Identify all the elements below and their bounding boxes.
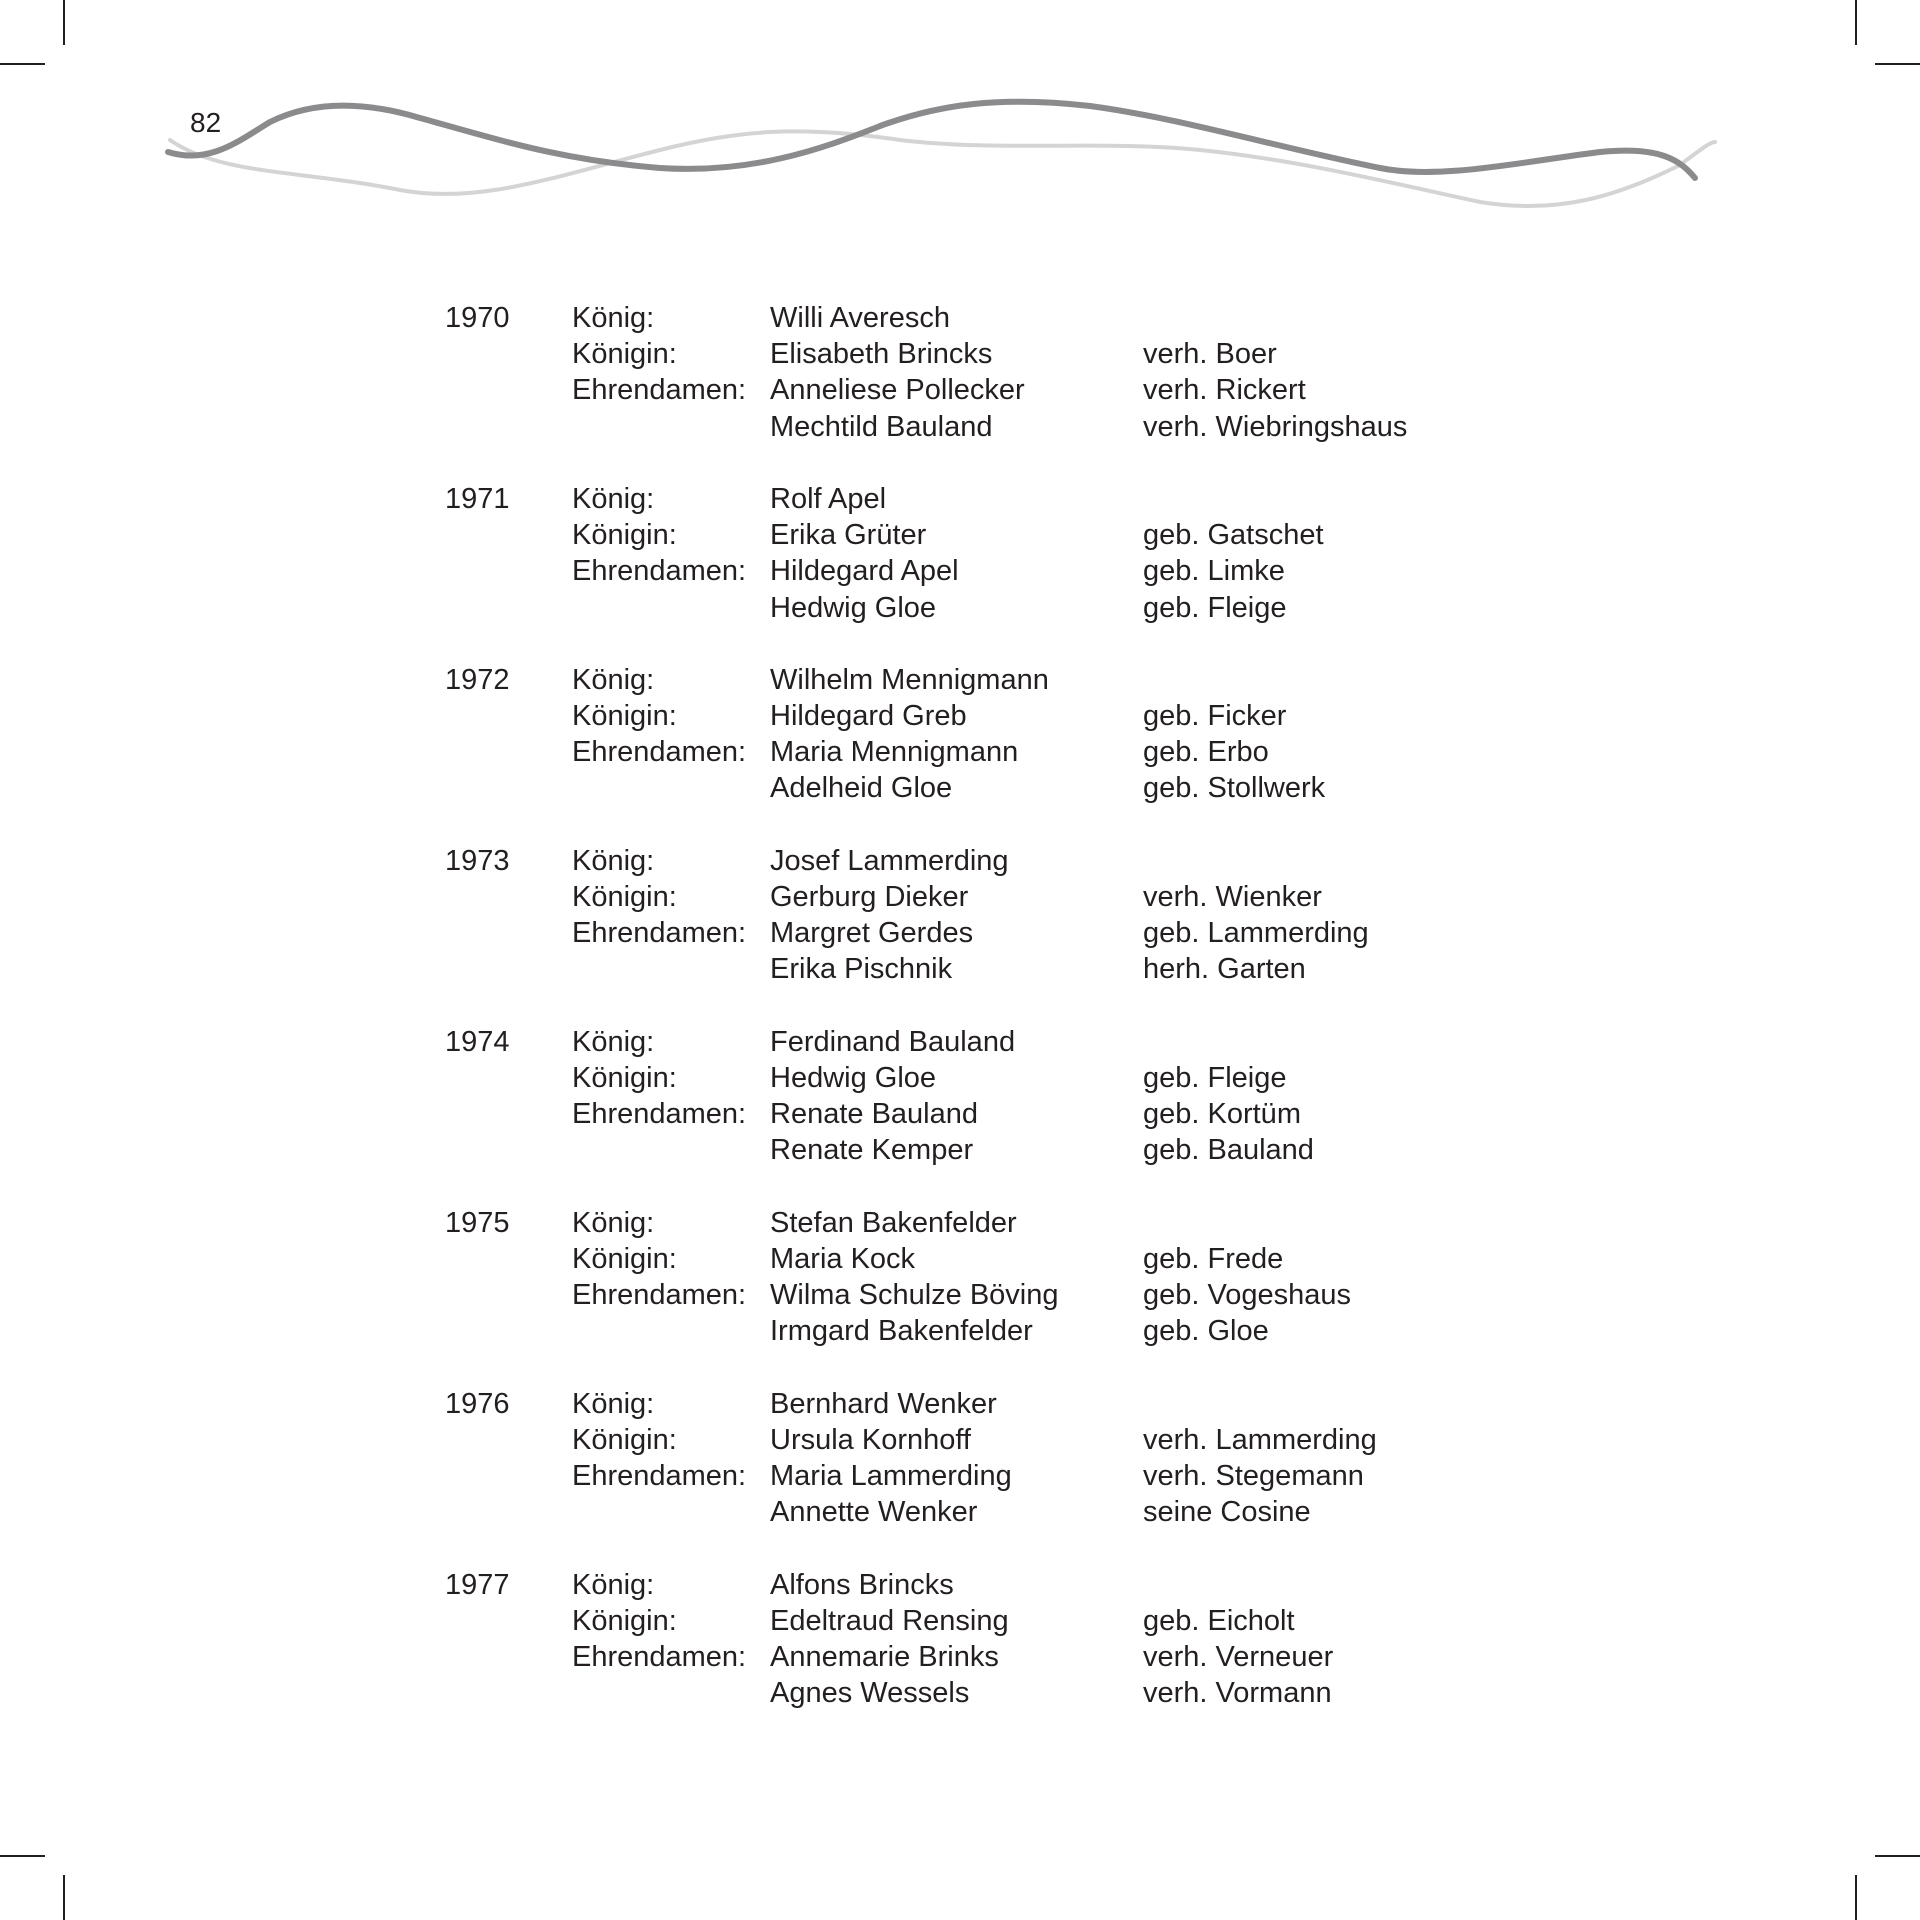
person-name: Erika Pischnik (770, 953, 953, 986)
name-note: geb. Bauland (1143, 1134, 1314, 1167)
page-number: 82 (190, 107, 222, 138)
title-label: Königin: (572, 700, 677, 733)
title-label: Ehrendamen: (572, 1460, 747, 1492)
name-note: verh. Lammerding (1143, 1423, 1377, 1456)
title-label: König: (572, 1387, 655, 1420)
person-name: Adelheid Gloe (770, 772, 953, 805)
title-label: Ehrendamen: (572, 555, 747, 588)
title-label: König: (572, 1568, 655, 1601)
person-name: Margret Gerdes (770, 917, 974, 950)
title-label: Ehrendamen: (572, 736, 747, 769)
name-note: verh. Boer (1143, 338, 1277, 371)
crop-mark (63, 1875, 65, 1920)
person-name: Wilma Schulze Böving (770, 1279, 1059, 1312)
person-name: Irmgard Bakenfelder (770, 1315, 1033, 1348)
crop-mark (1875, 1855, 1920, 1857)
person-name: Renate Kemper (770, 1134, 974, 1167)
person-name: Alfons Brincks (770, 1568, 954, 1601)
title-label: Ehrendamen: (572, 1098, 747, 1131)
person-name: Ursula Kornhoff (770, 1423, 971, 1456)
wave-dark-line (168, 102, 1695, 178)
year-label: 1970 (445, 302, 510, 334)
name-note: geb. Gloe (1143, 1315, 1269, 1348)
person-name: Edeltraud Rensing (770, 1604, 1009, 1637)
name-note: geb. Lammerding (1143, 917, 1369, 950)
name-note: geb. Ficker (1143, 700, 1287, 733)
person-name: Renate Bauland (770, 1098, 978, 1131)
year-label: 1973 (445, 844, 510, 877)
person-name: Maria Kock (770, 1242, 916, 1275)
person-name: Elisabeth Brincks (770, 338, 993, 371)
person-name: Maria Mennigmann (770, 736, 1019, 769)
name-note: herh. Garten (1143, 953, 1306, 986)
name-note: geb. Fleige (1143, 1061, 1287, 1094)
year-label: 1975 (445, 1206, 510, 1239)
title-label: Königin: (572, 1061, 677, 1094)
person-name: Josef Lammerding (770, 844, 1009, 877)
name-note: geb. Erbo (1143, 736, 1269, 769)
person-name: Ferdinand Bauland (770, 1025, 1016, 1058)
title-label: Königin: (572, 1423, 677, 1456)
year-label: 1976 (445, 1387, 510, 1420)
title-label: Königin: (572, 519, 677, 552)
title-label: Ehrendamen: (572, 1279, 747, 1312)
title-label: Königin: (572, 881, 677, 913)
title-label: König: (572, 302, 655, 334)
crop-mark (1855, 1875, 1857, 1920)
title-label: König: (572, 663, 655, 696)
title-label: König: (572, 1206, 655, 1239)
person-name: Wilhelm Mennigmann (770, 663, 1049, 696)
name-note: geb. Limke (1143, 555, 1285, 588)
name-note: seine Cosine (1143, 1496, 1311, 1529)
name-note: verh. Rickert (1143, 374, 1306, 407)
person-name: Bernhard Wenker (770, 1387, 997, 1420)
name-note: geb. Gatschet (1143, 519, 1324, 552)
person-name: Hedwig Gloe (770, 591, 937, 624)
year-label: 1977 (445, 1568, 510, 1601)
person-name: Annemarie Brinks (770, 1640, 999, 1673)
person-name: Anneliese Pollecker (770, 374, 1025, 407)
person-name: Stefan Bakenfelder (770, 1206, 1017, 1239)
title-label: Ehrendamen: (572, 1640, 747, 1673)
person-name: Hildegard Apel (770, 555, 959, 588)
year-label: 1974 (445, 1025, 510, 1058)
person-name: Gerburg Dieker (770, 881, 969, 913)
year-label: 1972 (445, 663, 510, 696)
person-name: Hedwig Gloe (770, 1061, 937, 1094)
person-name: Mechtild Bauland (770, 410, 993, 443)
title-label: Ehrendamen: (572, 917, 747, 950)
name-note: verh. Verneuer (1143, 1640, 1334, 1673)
title-label: Ehrendamen: (572, 374, 747, 407)
name-note: geb. Frede (1143, 1242, 1284, 1275)
title-label: Königin: (572, 1604, 677, 1637)
name-note: verh. Wiebringshaus (1143, 410, 1408, 443)
header-wave-ornament (0, 0, 1920, 220)
name-note: verh. Vormann (1143, 1677, 1332, 1710)
person-name: Annette Wenker (770, 1496, 978, 1529)
title-label: König: (572, 1025, 655, 1058)
name-note: verh. Wienker (1143, 881, 1322, 913)
name-note: geb. Kortüm (1143, 1098, 1301, 1131)
title-label: König: (572, 482, 655, 515)
name-note: geb. Fleige (1143, 591, 1287, 624)
name-note: geb. Eicholt (1143, 1604, 1295, 1637)
name-note: verh. Stegemann (1143, 1460, 1364, 1492)
person-name: Maria Lammerding (770, 1460, 1012, 1492)
person-name: Hildegard Greb (770, 700, 967, 733)
title-label: Königin: (572, 1242, 677, 1275)
year-label: 1971 (445, 482, 510, 515)
name-note: geb. Vogeshaus (1143, 1279, 1352, 1312)
title-label: König: (572, 844, 655, 877)
person-name: Erika Grüter (770, 519, 927, 552)
person-name: Willi Averesch (770, 302, 950, 334)
name-note: geb. Stollwerk (1143, 772, 1326, 805)
person-name: Agnes Wessels (770, 1677, 970, 1710)
person-name: Rolf Apel (770, 482, 887, 515)
crop-mark (0, 1855, 45, 1857)
title-label: Königin: (572, 338, 677, 371)
